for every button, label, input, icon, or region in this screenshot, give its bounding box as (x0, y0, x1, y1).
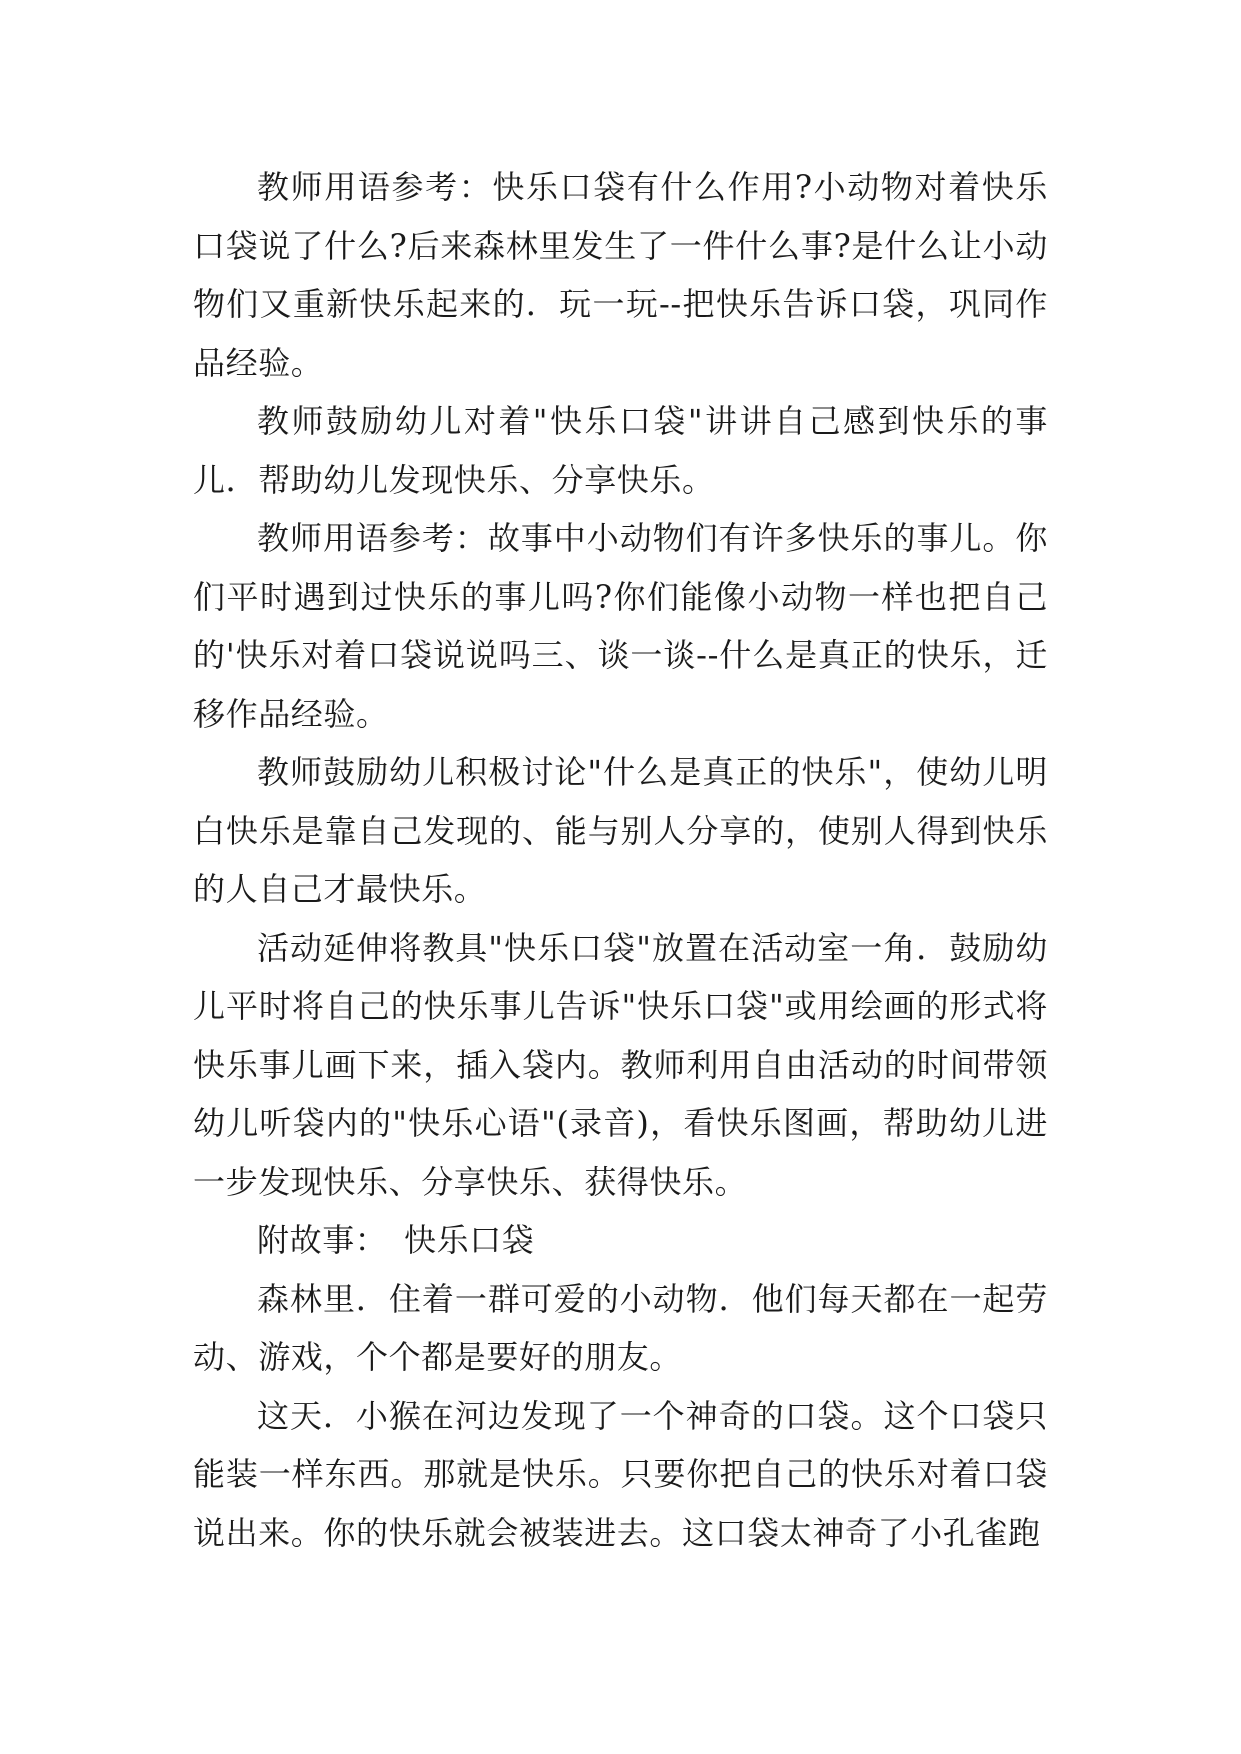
paragraph: 活动延伸将教具"快乐口袋"放置在活动室一角．鼓励幼儿平时将自己的快乐事儿告诉"快乐口袋"或用绘画的形式将快乐事儿画下来，插入袋内。教师利用自由活动的时间带领幼儿听袋内的"快乐心语"(录音)，看快乐图画，帮助幼儿进一步发现快乐、分享快乐、获得快乐。 (193, 928, 1048, 1201)
paragraph: 教师鼓励幼儿对着"快乐口袋"讲讲自己感到快乐的事儿．帮助幼儿发现快乐、分享快乐。 (193, 402, 1048, 499)
document-body (193, 158, 1048, 1562)
story-heading: 附故事： 快乐口袋 (257, 1221, 535, 1259)
paragraph: 教师用语参考：快乐口袋有什么作用?小动物对着快乐口袋说了什么?后来森林里发生了一件什么事?是什么让小动物们又重新快乐起来的．玩一玩--把快乐告诉口袋，巩同作品经验。 (193, 168, 1048, 382)
paragraph: 教师鼓励幼儿积极讨论"什么是真正的快乐"，使幼儿明白快乐是靠自己发现的、能与别人分享的，使别人得到快乐的人自己才最快乐。 (193, 753, 1048, 908)
paragraph: 这天．小猴在河边发现了一个神奇的口袋。这个口袋只能装一样东西。那就是快乐。只要你把自己的快乐对着口袋说出来。你的快乐就会被装进去。这口袋太神奇了小孔雀跑 (193, 1396, 1048, 1552)
paragraph: 森林里．住着一群可爱的小动物．他们每天都在一起劳动、游戏，个个都是要好的朋友。 (193, 1279, 1048, 1376)
paragraph: 教师用语参考：故事中小动物们有许多快乐的事儿。你们平时遇到过快乐的事儿吗?你们能像小动物一样也把自己的'快乐对着口袋说说吗三、谈一谈--什么是真正的快乐，迁移作品经验。 (193, 519, 1048, 733)
